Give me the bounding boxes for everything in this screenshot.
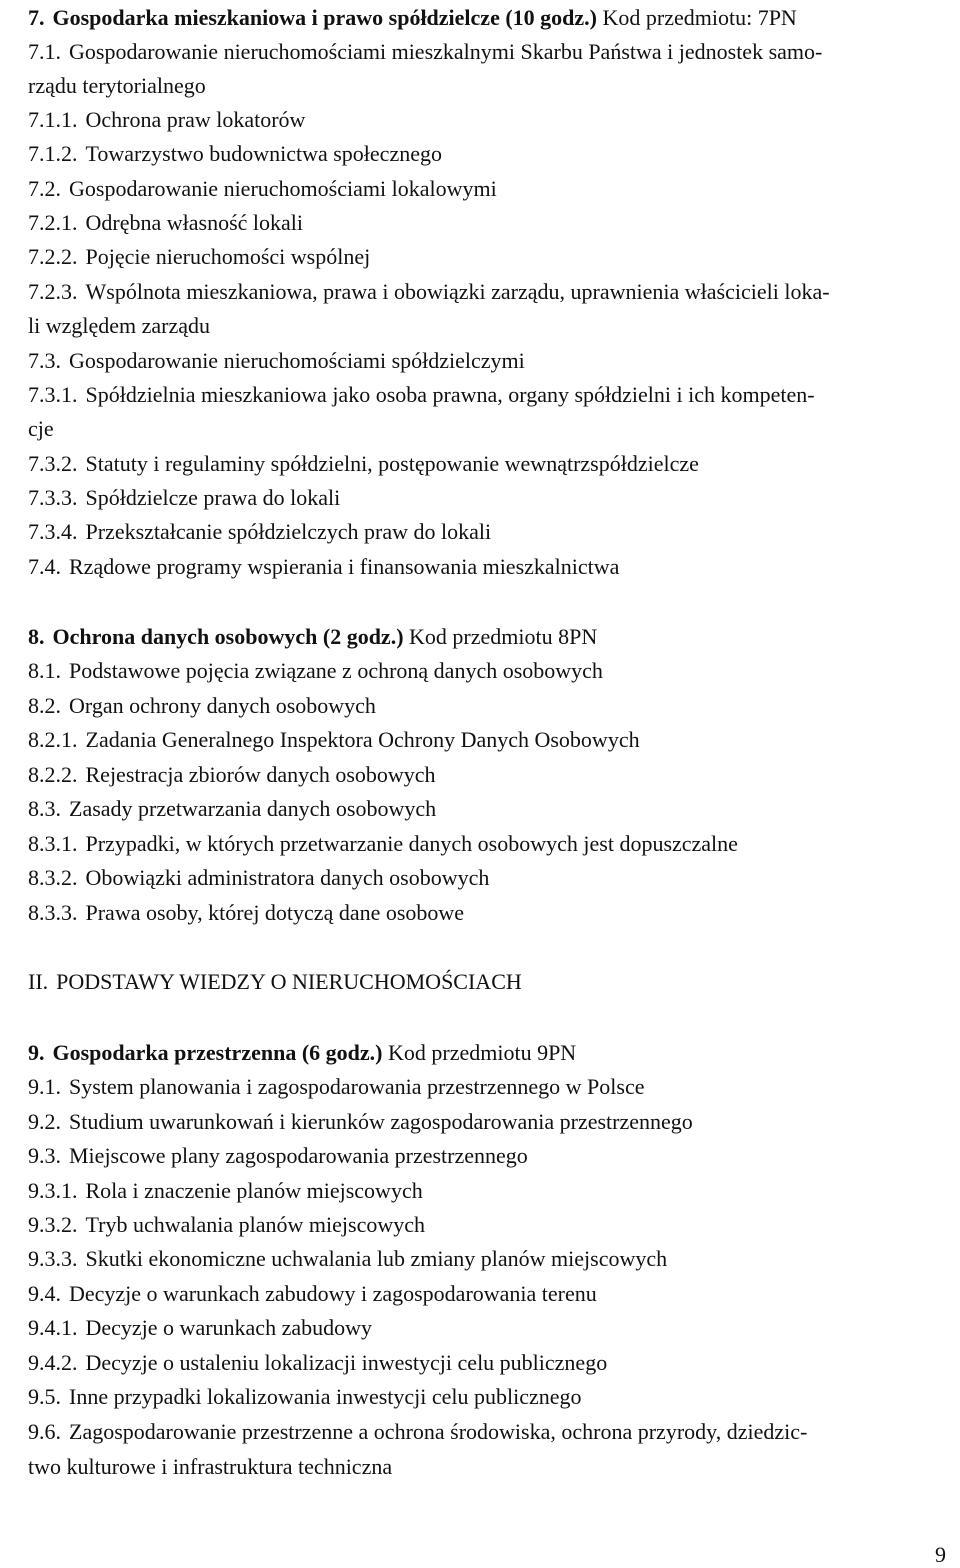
section-number: 8.	[28, 624, 45, 649]
section-title: Organ ochrony danych osobowych	[69, 693, 376, 718]
section-number: 8.2.	[28, 693, 61, 718]
section-number: 7.3.4.	[28, 519, 78, 544]
section-number: 7.2.3.	[28, 279, 78, 304]
outline-line	[28, 1383, 932, 1411]
section-title: Skutki ekonomiczne uchwalania lub zmiany planów miejscowych	[85, 1246, 668, 1271]
section-number: II.	[28, 969, 49, 994]
section-title: Tryb uchwalania planów miejscowych	[85, 1212, 426, 1237]
section-title: Odrębna własność lokali	[85, 210, 303, 235]
section-title: Gospodarowanie nieruchomościami lokalowymi	[69, 176, 497, 201]
section-number: 9.3.1.	[28, 1178, 78, 1203]
section-number: 7.1.1.	[28, 107, 78, 132]
outline-line	[28, 415, 932, 443]
outline-line	[28, 450, 932, 478]
outline-line	[28, 140, 932, 168]
section-number: 7.2.1.	[28, 210, 78, 235]
section-number: 7.1.2.	[28, 141, 78, 166]
outline-line	[28, 1039, 932, 1067]
section-title: Spółdzielcze prawa do lokali	[85, 485, 341, 510]
outline-line	[28, 1211, 932, 1239]
section-title: Studium uwarunkowań i kierunków zagospodarowania przestrzennego	[69, 1109, 693, 1134]
outline-line	[28, 1073, 932, 1101]
section-title: Rejestracja zbiorów danych osobowych	[85, 762, 436, 787]
section-number: 9.6.	[28, 1419, 61, 1444]
section-number: 8.3.3.	[28, 900, 78, 925]
outline-line	[28, 347, 932, 375]
section-number: 9.3.3.	[28, 1246, 78, 1271]
section-number: 7.3.2.	[28, 451, 78, 476]
section-number: 7.3.	[28, 348, 61, 373]
outline-line	[28, 209, 932, 237]
section-number: 7.	[28, 5, 45, 30]
outline-line	[28, 1108, 932, 1136]
section-number: 8.3.	[28, 796, 61, 821]
outline-line	[28, 1453, 932, 1481]
section-number: 9.4.1.	[28, 1315, 78, 1340]
section-title: Towarzystwo budownictwa społecznego	[85, 141, 442, 166]
outline-line	[28, 830, 932, 858]
section-title: Kod przedmiotu: 7PN	[597, 5, 797, 30]
section-number: 8.3.2.	[28, 865, 78, 890]
outline-line	[28, 278, 932, 306]
section-title: Rola i znaczenie planów miejscowych	[85, 1178, 423, 1203]
section-number: 9.4.	[28, 1281, 61, 1306]
outline-line	[28, 484, 932, 512]
outline-line	[28, 243, 932, 271]
section-number: 8.2.2.	[28, 762, 78, 787]
outline-line	[28, 657, 932, 685]
section-heading: Ochrona danych osobowych (2 godz.)	[52, 624, 404, 649]
section-title: Podstawowe pojęcia związane z ochroną danych osobowych	[69, 658, 603, 683]
section-title: li względem zarządu	[28, 313, 211, 338]
section-title: Wspólnota mieszkaniowa, prawa i obowiązki zarządu, uprawnienia właścicieli loka-	[85, 279, 830, 304]
section-number: 9.2.	[28, 1109, 61, 1134]
section-title: Gospodarowanie nieruchomościami mieszkalnymi Skarbu Państwa i jednostek samo-	[69, 39, 823, 64]
outline-line	[28, 761, 932, 789]
outline-line	[28, 1142, 932, 1170]
outline-line	[28, 1245, 932, 1273]
outline-line	[28, 518, 932, 546]
section-title: Gospodarowanie nieruchomościami spółdzielczymi	[69, 348, 525, 373]
section-title: Przypadki, w których przetwarzanie danych osobowych jest dopuszczalne	[85, 831, 738, 856]
section-number: 7.2.2.	[28, 244, 78, 269]
section-number: 9.1.	[28, 1074, 61, 1099]
section-title: Pojęcie nieruchomości wspólnej	[85, 244, 371, 269]
section-title: Ochrona praw lokatorów	[85, 107, 306, 132]
section-number: 9.5.	[28, 1384, 61, 1409]
section-title: Zasady przetwarzania danych osobowych	[69, 796, 437, 821]
section-number: 9.	[28, 1040, 45, 1065]
outline-line	[28, 72, 932, 100]
section-title: two kulturowe i infrastruktura techniczna	[28, 1454, 393, 1479]
section-title: cje	[28, 416, 54, 441]
outline-line	[28, 899, 932, 927]
section-title: Kod przedmiotu 9PN	[382, 1040, 577, 1065]
outline-line	[28, 864, 932, 892]
section-number: 9.4.2.	[28, 1350, 78, 1375]
section-title: Zadania Generalnego Inspektora Ochrony Danych Osobowych	[85, 727, 640, 752]
section-number: 8.1.	[28, 658, 61, 683]
outline-line	[28, 1280, 932, 1308]
section-title: Inne przypadki lokalizowania inwestycji celu publicznego	[69, 1384, 582, 1409]
outline-line	[28, 4, 932, 32]
section-title: Kod przedmiotu 8PN	[403, 624, 598, 649]
section-number: 7.1.	[28, 39, 61, 64]
section-title: System planowania i zagospodarowania przestrzennego w Polsce	[69, 1074, 645, 1099]
outline-line	[28, 692, 932, 720]
section-number: 7.3.1.	[28, 382, 78, 407]
section-title: Zagospodarowanie przestrzenne a ochrona środowiska, ochrona przyrody, dziedzic-	[69, 1419, 808, 1444]
section-number: 7.3.3.	[28, 485, 78, 510]
outline-line	[28, 106, 932, 134]
outline-line	[28, 1349, 932, 1377]
outline-line	[28, 38, 932, 66]
section-title: Decyzje o warunkach zabudowy	[85, 1315, 372, 1340]
section-title: rządu terytorialnego	[28, 73, 206, 98]
section-title: Decyzje o warunkach zabudowy i zagospodarowania terenu	[69, 1281, 597, 1306]
outline-line	[28, 795, 932, 823]
section-title: Statuty i regulaminy spółdzielni, postępowanie wewnątrzspółdzielcze	[85, 451, 699, 476]
section-title: PODSTAWY WIEDZY O NIERUCHOMOŚCIACH	[56, 969, 522, 994]
section-title: Decyzje o ustaleniu lokalizacji inwestycji celu publicznego	[85, 1350, 608, 1375]
outline-line	[28, 726, 932, 754]
outline-line	[28, 175, 932, 203]
outline-line	[28, 1314, 932, 1342]
outline-line	[28, 1177, 932, 1205]
outline-line	[28, 623, 932, 651]
section-number: 9.3.2.	[28, 1212, 78, 1237]
section-number: 9.3.	[28, 1143, 61, 1168]
section-number: 7.4.	[28, 554, 61, 579]
section-title: Przekształcanie spółdzielczych praw do lokali	[85, 519, 492, 544]
outline-line	[28, 312, 932, 340]
outline-line	[28, 968, 932, 996]
section-title: Prawa osoby, której dotyczą dane osobowe	[85, 900, 465, 925]
section-number: 8.2.1.	[28, 727, 78, 752]
outline-line	[28, 553, 932, 581]
section-heading: Gospodarka mieszkaniowa i prawo spółdzielcze (10 godz.)	[52, 5, 597, 30]
section-title: Obowiązki administratora danych osobowych	[85, 865, 490, 890]
outline-line	[28, 381, 932, 409]
section-title: Miejscowe plany zagospodarowania przestrzennego	[69, 1143, 528, 1168]
section-number: 8.3.1.	[28, 831, 78, 856]
page-number: 9	[935, 1542, 946, 1567]
section-title: Spółdzielnia mieszkaniowa jako osoba prawna, organy spółdzielni i ich kompeten-	[85, 382, 815, 407]
section-title: Rządowe programy wspierania i finansowania mieszkalnictwa	[69, 554, 620, 579]
section-number: 7.2.	[28, 176, 61, 201]
section-heading: Gospodarka przestrzenna (6 godz.)	[52, 1040, 383, 1065]
outline-line	[28, 1418, 932, 1446]
